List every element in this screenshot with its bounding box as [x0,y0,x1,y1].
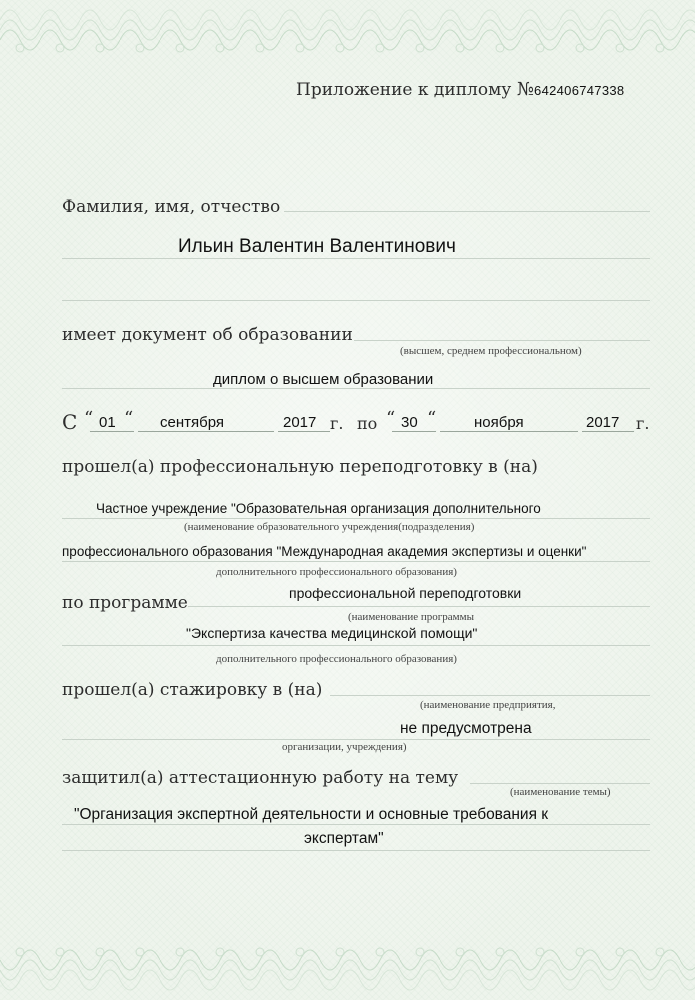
to-year: 2017 [586,414,620,431]
period-from-prefix: С [62,410,78,434]
retraining-note-2: дополнительного профессионального образования) [216,566,457,578]
appendix-label: Приложение к диплому [296,80,512,100]
number-value: 642406747338 [534,83,625,98]
diploma-number [517,79,624,100]
program-note-2: дополнительного профессионального образования) [216,653,457,665]
thesis-label: защитил(а) аттестационную работу на тему [62,768,459,788]
number-sign: № [517,79,535,100]
holder-name: Ильин Валентин Валентинович [178,236,456,257]
to-year-suffix: г. [636,414,650,433]
retraining-line-2: профессионального образования "Международная академия экспертизы и оценки" [62,544,587,559]
from-open-quote: “ [84,408,94,429]
period-to-prefix: по [357,414,378,433]
thesis-note: (наименование темы) [510,786,611,798]
to-month: ноября [474,414,524,431]
thesis-value-2: экспертам" [304,830,384,847]
from-year-suffix: г. [330,414,344,433]
internship-label: прошел(а) стажировку в (на) [62,680,323,700]
to-open-quote: “ [386,408,396,429]
program-value-2: "Экспертиза качества медицинской помощи" [186,625,478,641]
program-note-1: (наименование программы [348,611,474,623]
name-label: Фамилия, имя, отчество [62,197,281,217]
program-label: по программе [62,593,188,613]
internship-value: не предусмотрена [400,720,532,737]
thesis-value-1: "Организация экспертной деятельности и основные требования к [74,806,549,823]
from-year: 2017 [283,414,317,431]
retraining-line-1: Частное учреждение "Образовательная организация дополнительного [96,501,541,516]
internship-note-2: организации, учреждения) [282,741,407,753]
from-close-quote: “ [124,408,134,429]
security-border-bottom [0,942,695,1000]
retraining-label: прошел(а) профессиональную переподготовку в (на) [62,457,538,477]
security-border-top [0,0,695,58]
to-day: 30 [401,414,418,431]
program-value-1: профессиональной переподготовки [289,585,522,601]
education-note: (высшем, среднем профессиональном) [400,345,582,357]
to-close-quote: “ [427,408,437,429]
from-month: сентября [160,414,225,431]
education-value: диплом о высшем образовании [213,371,434,388]
from-day: 01 [99,414,116,431]
retraining-note-1: (наименование образовательного учреждения(подразделения) [184,521,475,533]
internship-note-1: (наименование предприятия, [420,699,556,711]
appendix-title [296,80,511,100]
education-label: имеет документ об образовании [62,325,353,345]
